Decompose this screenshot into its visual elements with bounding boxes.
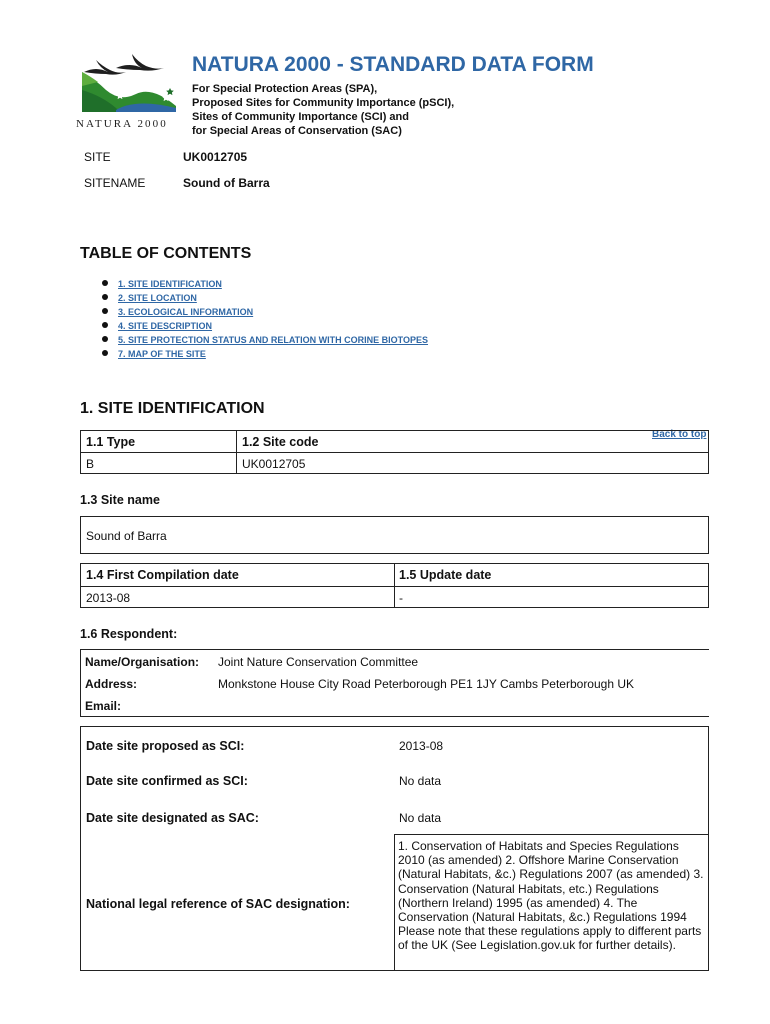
site-name-value: Sound of Barra xyxy=(86,529,167,543)
sitename-label: SITENAME xyxy=(84,176,146,190)
confirmed-label: Date site confirmed as SCI: xyxy=(86,774,248,788)
type-value: B xyxy=(86,457,95,471)
type-header: 1.1 Type xyxy=(86,435,136,449)
toc-link-map[interactable]: 7. MAP OF THE SITE xyxy=(118,349,206,359)
site-code-header: 1.2 Site code xyxy=(242,435,319,449)
section-title: 1. SITE IDENTIFICATION xyxy=(80,400,265,417)
bullet-icon xyxy=(102,294,108,300)
divider xyxy=(80,649,709,650)
update-date-value: - xyxy=(399,591,403,605)
subtitle-line: Proposed Sites for Community Importance (pSCI), xyxy=(192,97,455,109)
confirmed-value: No data xyxy=(399,774,442,788)
site-name-box xyxy=(80,516,709,554)
bullet-icon xyxy=(102,322,108,328)
site-name-heading: 1.3 Site name xyxy=(80,493,160,507)
subtitle-line: for Special Areas of Conservation (SAC) xyxy=(192,125,402,137)
toc-title: TABLE OF CONTENTS xyxy=(80,245,252,262)
name-label: Name/Organisation: xyxy=(85,655,200,669)
address-value: Monkstone House City Road Peterborough PE1 1JY Cambs Peterborough UK xyxy=(218,677,635,691)
legal-reference-label: National legal reference of SAC designation: xyxy=(86,897,350,911)
toc-link-site-identification[interactable]: 1. SITE IDENTIFICATION xyxy=(118,279,222,289)
bullet-icon xyxy=(102,336,108,342)
dates-table xyxy=(80,563,709,608)
first-compilation-value: 2013-08 xyxy=(86,591,131,605)
proposed-label: Date site proposed as SCI: xyxy=(86,739,245,753)
toc-link-site-description[interactable]: 4. SITE DESCRIPTION xyxy=(118,321,213,331)
designated-value: No data xyxy=(399,811,442,825)
site-label: SITE xyxy=(84,150,111,164)
first-compilation-header: 1.4 First Compilation date xyxy=(86,568,239,582)
natura-2000-logo xyxy=(76,50,184,134)
page-title: NATURA 2000 - STANDARD DATA FORM xyxy=(192,53,594,76)
bullet-icon xyxy=(102,280,108,286)
divider xyxy=(80,716,709,717)
logo-graphic xyxy=(76,50,184,118)
form-subtitle xyxy=(192,82,454,138)
name-value: Joint Nature Conservation Committee xyxy=(218,655,419,669)
address-label: Address: xyxy=(85,677,138,691)
bullet-icon xyxy=(102,308,108,314)
back-to-top-link[interactable]: Back to top xyxy=(652,429,707,440)
proposed-value: 2013-08 xyxy=(399,739,444,753)
toc-link-site-location[interactable]: 2. SITE LOCATION xyxy=(118,293,197,303)
site-code-value: UK0012705 xyxy=(242,457,306,471)
subtitle-line: Sites of Community Importance (SCI) and xyxy=(192,111,409,123)
subtitle-line: For Special Protection Areas (SPA), xyxy=(192,83,378,95)
respondent-heading: 1.6 Respondent: xyxy=(80,627,178,641)
toc-link-site-protection[interactable]: 5. SITE PROTECTION STATUS AND RELATION WITH CORINE BIOTOPES xyxy=(118,335,429,345)
update-date-header: 1.5 Update date xyxy=(399,568,492,582)
toc-link-ecological-information[interactable]: 3. ECOLOGICAL INFORMATION xyxy=(118,307,254,317)
designated-label: Date site designated as SAC: xyxy=(86,811,259,825)
sitename-value: Sound of Barra xyxy=(183,176,270,190)
email-label: Email: xyxy=(85,699,122,713)
type-code-table xyxy=(80,430,709,474)
bullet-icon xyxy=(102,350,108,356)
divider xyxy=(80,649,81,717)
legal-reference-value: 1. Conservation of Habitats and Species Regulations 2010 (as amended) 2. Offshore Marine Conservation (Natural Habitats, &c.) Regulations 2007 (as amended) 3. Conservation (Natural Habitats, etc.) Regulations (Northern Ireland) 1995 (as amended) 4. The Conservation (Natural Habitats, &c.) Regulations 1994 Please note that these regulations apply to different parts of the UK (See Legislation.gov.uk for further details). xyxy=(398,839,704,953)
logo-text: NATURA 2000 xyxy=(76,118,168,130)
site-value: UK0012705 xyxy=(183,150,248,164)
